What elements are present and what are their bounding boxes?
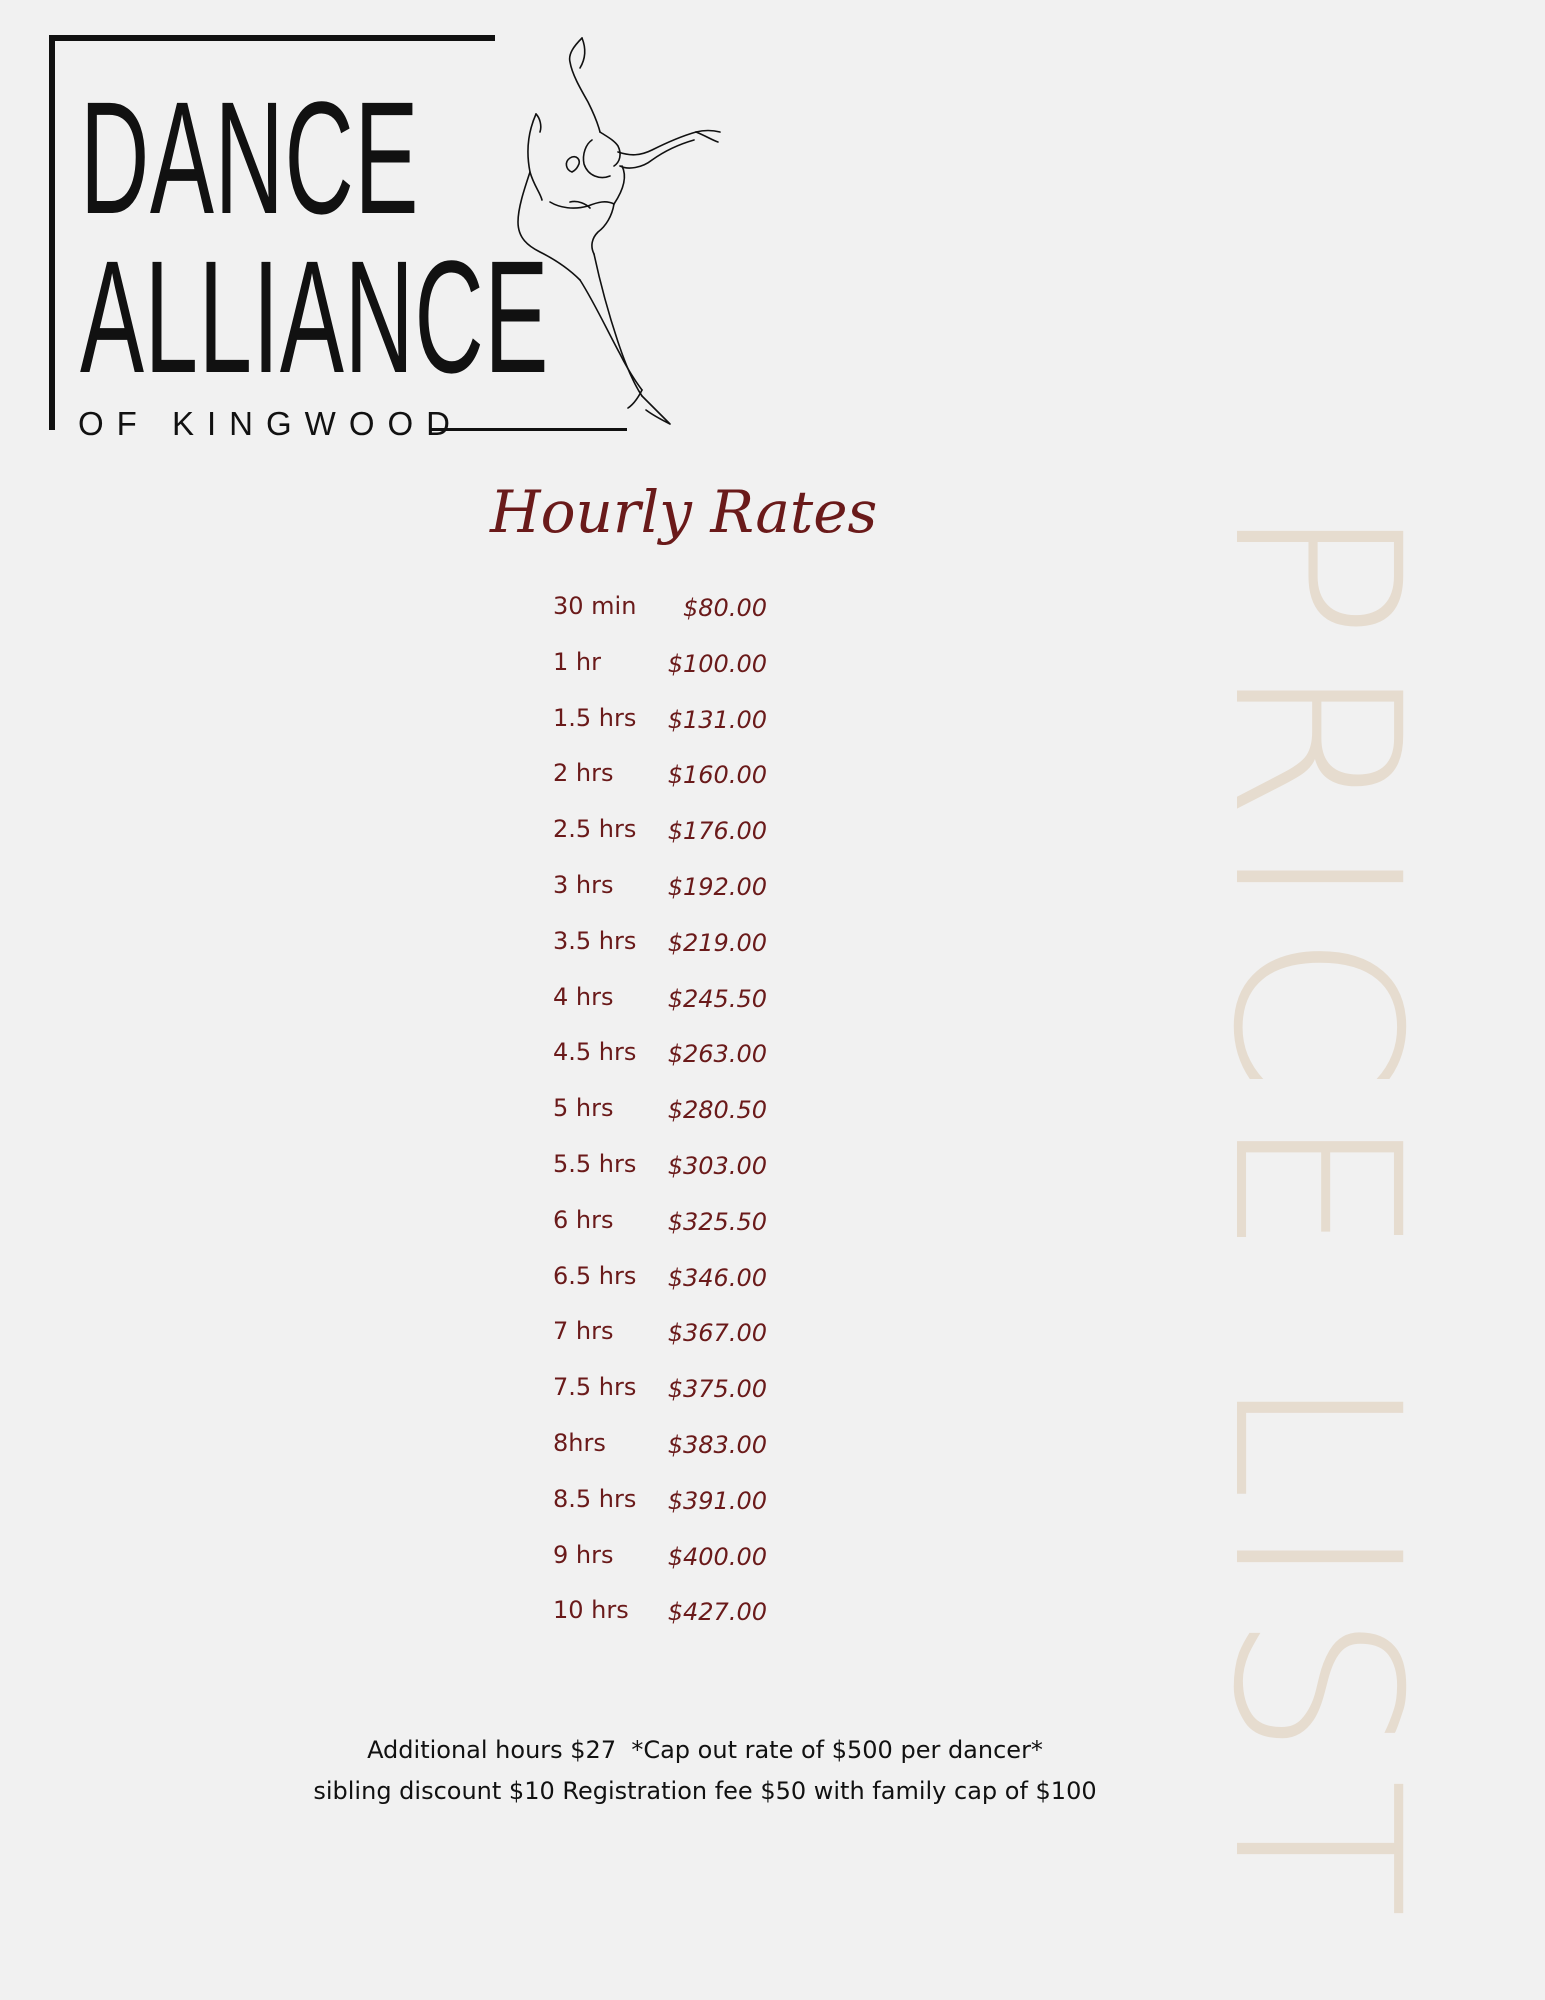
rate-price: $375.00 [667,1375,767,1404]
rate-duration: 7 hrs [553,1317,614,1346]
rate-row [553,1373,767,1429]
logo-subtitle: OF KINGWOOD [78,405,463,442]
dancer-line-art-icon [510,32,750,432]
rate-duration: 6 hrs [553,1205,614,1234]
rate-duration: 8hrs [553,1428,606,1457]
rate-row [553,592,767,648]
rate-row [553,704,767,760]
rate-row [553,1596,767,1652]
rate-price: $100.00 [667,649,767,678]
rate-row [553,1094,767,1150]
logo-title-line1: DANCE [80,68,420,247]
rates-list [553,592,767,1652]
rate-duration: 2.5 hrs [553,815,637,844]
rate-row [553,1262,767,1318]
rate-row [553,871,767,927]
rate-duration: 6.5 hrs [553,1261,637,1290]
rate-row [553,1541,767,1597]
rate-duration: 2 hrs [553,759,614,788]
rate-row [553,1485,767,1541]
rate-duration: 9 hrs [553,1540,614,1569]
rate-row [553,1317,767,1373]
rate-price: $303.00 [667,1151,767,1180]
rate-duration: 4 hrs [553,982,614,1011]
rate-price: $160.00 [667,761,767,790]
rate-price: $383.00 [667,1430,767,1459]
rate-duration: 3.5 hrs [553,926,637,955]
rate-duration: 5.5 hrs [553,1149,637,1178]
rate-row [553,1038,767,1094]
rate-duration: 8.5 hrs [553,1484,637,1513]
price-list-title: PRICE LIST [1183,503,1449,1941]
rate-price: $219.00 [667,928,767,957]
rate-duration: 5 hrs [553,1094,614,1123]
rate-row [553,1206,767,1262]
logo-frame-vertical [49,35,55,430]
rate-row [553,1150,767,1206]
footer-line-additional-hours: Additional hours $27 *Cap out rate of $500 per dancer* [367,1736,1043,1764]
footer-line-discounts: sibling discount $10 Registration fee $50 with family cap of $100 [313,1777,1097,1805]
rate-price: $80.00 [683,594,767,622]
logo-frame-horizontal [49,35,495,41]
rate-price: $280.50 [667,1096,767,1125]
rate-price: $263.00 [667,1040,767,1069]
rate-duration: 7.5 hrs [553,1373,637,1402]
rate-duration: 30 min [553,592,637,620]
rate-duration: 10 hrs [553,1596,629,1625]
rate-row [553,1429,767,1485]
rate-row [553,815,767,871]
rate-price: $346.00 [667,1263,767,1292]
rate-row [553,983,767,1039]
rate-duration: 3 hrs [553,870,614,899]
rate-duration: 1 hr [553,647,601,676]
rate-row [553,927,767,983]
rate-price: $367.00 [667,1319,767,1348]
rate-price: $131.00 [667,705,767,734]
rate-duration: 4.5 hrs [553,1038,637,1067]
rate-row [553,648,767,704]
footer-notes [0,1730,1410,1812]
rate-price: $427.00 [667,1598,767,1627]
rate-price: $192.00 [667,872,767,901]
rate-price: $176.00 [667,817,767,846]
rate-row [553,759,767,815]
logo-title-line2: ALLIANCE [80,227,550,406]
section-title: Hourly Rates [490,478,878,546]
rate-price: $400.00 [667,1542,767,1571]
rate-price: $325.50 [667,1207,767,1236]
rate-price: $245.50 [667,984,767,1013]
rate-price: $391.00 [667,1486,767,1515]
rate-duration: 1.5 hrs [553,703,637,732]
